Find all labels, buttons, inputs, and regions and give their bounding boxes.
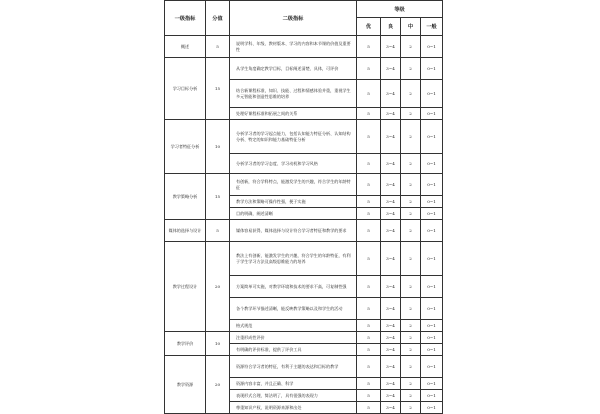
level1-indicator-cell: 学习者特征分析 [165,120,206,174]
grade-fair-cell: 0~1 [421,58,443,80]
grade-good-cell: 3~4 [381,220,401,242]
grade-excellent-cell: 5 [357,120,381,154]
level1-indicator-cell: 学习目标分析 [165,58,206,120]
level2-indicator-cell: 尊重知识产权，说明资源来源和出处 [230,402,357,414]
grade-fair-cell: 0~1 [421,320,443,332]
grade-medium-cell: 2 [401,344,421,356]
grade-good-cell: 3~4 [381,196,401,208]
level1-indicator-cell: 概述 [165,36,206,58]
score-cell: 20 [206,242,230,332]
grade-medium-cell: 2 [401,208,421,220]
grade-good-cell: 3~4 [381,402,401,414]
level2-indicator-cell: 结合新课程标准，知识、技能、过程和情感体验并重，重视学生多元智能和创造性思维的培养 [230,80,357,108]
grade-good-cell: 3~4 [381,356,401,378]
level2-indicator-cell: 有明确的评价标准，提供了评价工具 [230,344,357,356]
grade-excellent-cell: 5 [357,208,381,220]
grade-fair-cell: 0~1 [421,108,443,120]
grade-excellent-cell: 5 [357,174,381,196]
grade-good-cell: 3~4 [381,390,401,402]
grade-good-cell: 3~4 [381,174,401,196]
table-row [165,356,443,378]
grade-good-cell: 3~4 [381,298,401,320]
level2-indicator-cell: 表现形式合理，简洁明了，具有很强的表现力 [230,390,357,402]
grade-medium-cell: 2 [401,320,421,332]
evaluation-sheet [164,0,442,410]
grade-fair-cell: 0~1 [421,80,443,108]
table-row [165,242,443,276]
grade-good-cell: 3~4 [381,320,401,332]
grade-excellent-cell: 5 [357,276,381,298]
grade-excellent-cell: 5 [357,196,381,208]
grade-excellent-cell: 5 [357,320,381,332]
score-cell: 5 [206,220,230,242]
grade-fair-cell: 0~1 [421,276,443,298]
header-level1-indicator: 一级指标 [165,1,206,36]
grade-medium-cell: 2 [401,108,421,120]
grade-good-cell: 3~4 [381,242,401,276]
grade-excellent-cell: 5 [357,36,381,58]
grade-good-cell: 3~4 [381,80,401,108]
grade-fair-cell: 0~1 [421,36,443,58]
grade-excellent-cell: 5 [357,242,381,276]
score-cell: 20 [206,356,230,414]
grade-medium-cell: 2 [401,80,421,108]
grade-medium-cell: 2 [401,120,421,154]
grade-medium-cell: 2 [401,174,421,196]
grade-medium-cell: 2 [401,196,421,208]
grade-excellent-cell: 5 [357,154,381,174]
grade-good-cell: 3~4 [381,58,401,80]
grade-fair-cell: 0~1 [421,298,443,320]
level2-indicator-cell: 教法上有创新，能激发学生的兴趣，符合学生的年龄特征，有利于学生学习方法及高级思维能力的培养 [230,242,357,276]
level2-indicator-cell: 教学方法和策略可操作性强，便于实施 [230,196,357,208]
grade-excellent-cell: 5 [357,402,381,414]
grade-medium-cell: 2 [401,356,421,378]
grade-good-cell: 3~4 [381,344,401,356]
table-row [165,174,443,196]
grade-medium-cell: 2 [401,332,421,344]
grade-fair-cell: 0~1 [421,208,443,220]
level2-indicator-cell: 说明学科、年级、教材版本、学习的内容和本节课的价值及重要性 [230,36,357,58]
header-level2-indicator: 二级指标 [230,1,357,36]
level2-indicator-cell: 处理好课程标准和拓展之间的关系 [230,108,357,120]
grade-fair-cell: 0~1 [421,154,443,174]
grade-medium-cell: 2 [401,298,421,320]
level2-indicator-cell: 有创新，符合学科特点，能激发学生的兴趣，符合学生的年龄特征 [230,174,357,196]
grade-excellent-cell: 5 [357,344,381,356]
score-cell: 10 [206,120,230,174]
grade-fair-cell: 0~1 [421,174,443,196]
grade-medium-cell: 2 [401,276,421,298]
grade-fair-cell: 0~1 [421,402,443,414]
grade-good-cell: 3~4 [381,108,401,120]
level1-indicator-cell: 教学过程设计 [165,242,206,332]
level2-indicator-cell: 目的明确，阐述清晰 [230,208,357,220]
header-grade: 等级 [357,1,443,18]
level2-indicator-cell: 媒体容易获得，媒体选择与设计符合学习者特征和教学的要求 [230,220,357,242]
grade-medium-cell: 2 [401,220,421,242]
level2-indicator-cell: 从学生角度确定教学目标，目标阐述清楚、具体，可评价 [230,58,357,80]
level2-indicator-cell: 资源符合学习者的特征，有利于主题的表达和目标的教学 [230,356,357,378]
grade-fair-cell: 0~1 [421,196,443,208]
header-grade-excellent: 优 [357,18,381,36]
grade-excellent-cell: 5 [357,390,381,402]
grade-fair-cell: 0~1 [421,220,443,242]
grade-good-cell: 3~4 [381,36,401,58]
grade-good-cell: 3~4 [381,120,401,154]
grade-good-cell: 3~4 [381,154,401,174]
grade-good-cell: 3~4 [381,276,401,298]
grade-fair-cell: 0~1 [421,332,443,344]
table-row [165,36,443,58]
score-cell: 5 [206,36,230,58]
score-cell: 15 [206,58,230,120]
grade-good-cell: 3~4 [381,332,401,344]
grade-excellent-cell: 5 [357,356,381,378]
table-body [165,36,443,414]
grade-fair-cell: 0~1 [421,120,443,154]
level2-indicator-cell: 各个教学环节描述清晰，能反映教学策略以及和学生的活动 [230,298,357,320]
header-grade-fair: 一般 [421,18,443,36]
grade-excellent-cell: 5 [357,220,381,242]
table-row [165,120,443,154]
score-cell: 10 [206,332,230,356]
grade-excellent-cell: 5 [357,58,381,80]
level2-indicator-cell: 格式规范 [230,320,357,332]
header-grade-good: 良 [381,18,401,36]
table-row [165,220,443,242]
level1-indicator-cell: 教学策略分析 [165,174,206,220]
grade-excellent-cell: 5 [357,378,381,390]
grade-fair-cell: 0~1 [421,390,443,402]
grade-medium-cell: 2 [401,36,421,58]
grade-excellent-cell: 5 [357,332,381,344]
grade-medium-cell: 2 [401,242,421,276]
table-row [165,332,443,344]
grade-medium-cell: 2 [401,402,421,414]
header-row-1 [165,1,443,18]
level2-indicator-cell: 资源内容丰富，并且正确、科学 [230,378,357,390]
grade-medium-cell: 2 [401,378,421,390]
grade-fair-cell: 0~1 [421,356,443,378]
grade-good-cell: 3~4 [381,378,401,390]
grade-excellent-cell: 5 [357,108,381,120]
level1-indicator-cell: 教学评价 [165,332,206,356]
grade-good-cell: 3~4 [381,208,401,220]
grade-medium-cell: 2 [401,390,421,402]
grade-fair-cell: 0~1 [421,242,443,276]
level2-indicator-cell: 方案简单可实施，对教学环境和技术的要求不高，可复制性强 [230,276,357,298]
table-row [165,58,443,80]
score-cell: 15 [206,174,230,220]
grade-excellent-cell: 5 [357,80,381,108]
grade-fair-cell: 0~1 [421,378,443,390]
level2-indicator-cell: 注重形成性评价 [230,332,357,344]
level1-indicator-cell: 教学资源 [165,356,206,414]
grade-medium-cell: 2 [401,154,421,174]
header-score: 分值 [206,1,230,36]
level1-indicator-cell: 媒体的选择与设计 [165,220,206,242]
grade-medium-cell: 2 [401,58,421,80]
header-grade-medium: 中 [401,18,421,36]
level2-indicator-cell: 分析学习者的学习起点能力，包括认知能力特征分析、认知结构分析、特定的知识和能力基础特征分析 [230,120,357,154]
level2-indicator-cell: 分析学习者的学习态度、学习动机和学习风格 [230,154,357,174]
grade-fair-cell: 0~1 [421,344,443,356]
evaluation-table [164,0,443,414]
grade-excellent-cell: 5 [357,298,381,320]
